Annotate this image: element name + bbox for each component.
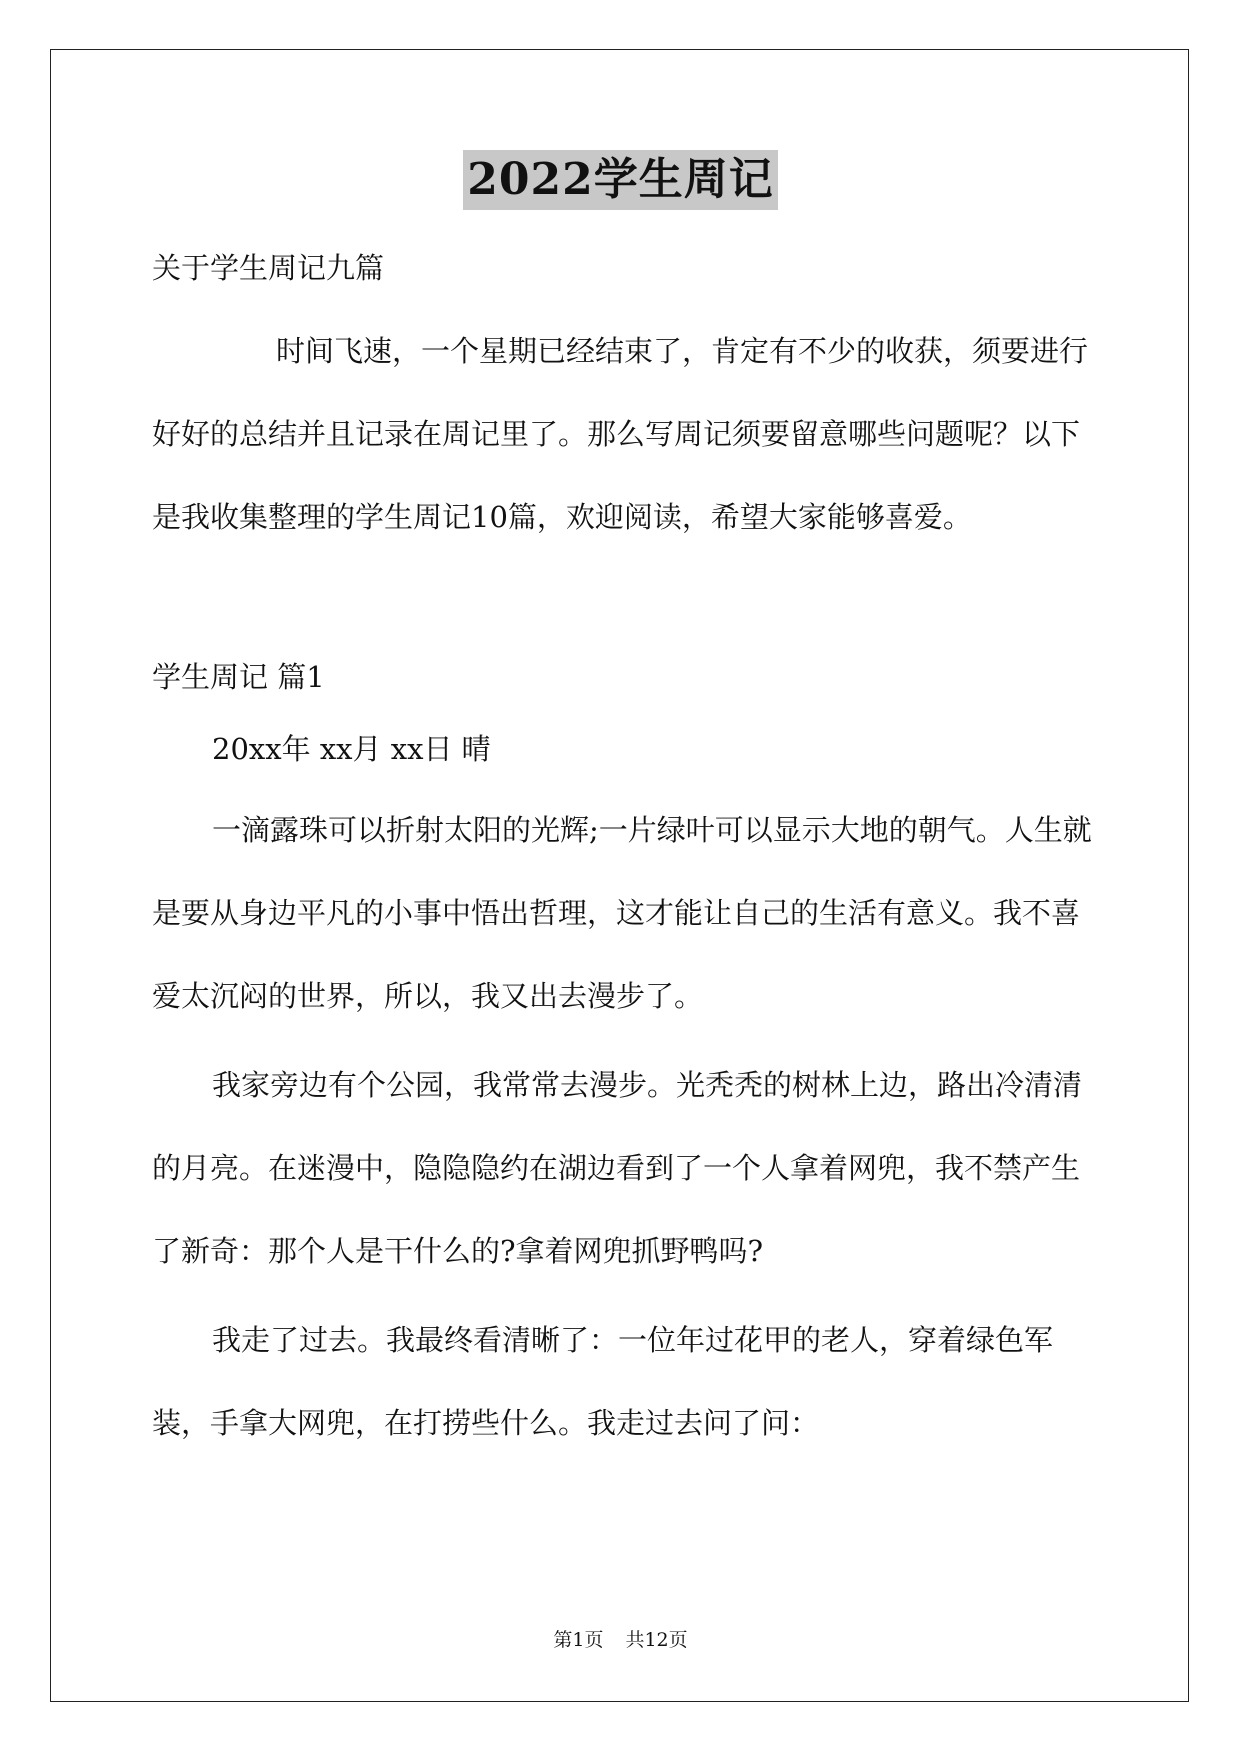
document-title: 2022学生周记 xyxy=(463,150,777,210)
body-paragraph-3: 我走了过去。我最终看清晰了：一位年过花甲的老人，穿着绿色军装，手拿大网兜，在打捞些什么。我走过去问了问： xyxy=(152,1323,1054,1440)
title-container xyxy=(0,150,1241,210)
page-number: 第1页 xyxy=(553,1629,604,1651)
body-paragraph-1: 一滴露珠可以折射太阳的光辉;一片绿叶可以显示大地的朝气。人生就是要从身边平凡的小事中悟出哲理，这才能让自己的生活有意义。我不喜爱太沉闷的世界，所以，我又出去漫步了。 xyxy=(152,813,1092,1013)
page-footer xyxy=(0,1628,1241,1652)
body-paragraph-2: 我家旁边有个公园，我常常去漫步。光秃秃的树林上边，路出冷清清的月亮。在迷漫中，隐隐隐约在湖边看到了一个人拿着网兜，我不禁产生了新奇：那个人是干什么的?拿着网兜抓野鸭吗? xyxy=(152,1068,1083,1268)
intro-paragraph: 时间飞速，一个星期已经结束了，肯定有不少的收获，须要进行好好的总结并且记录在周记里了。那么写周记须要留意哪些问题呢？以下是我收集整理的学生周记10篇，欢迎阅读，希望大家能够喜爱。 xyxy=(152,334,1089,534)
document-body xyxy=(152,238,1102,1471)
document-subtitle: 关于学生周记九篇 xyxy=(152,251,385,285)
page-total: 共12页 xyxy=(625,1629,688,1651)
date-line: 20xx年 xx月 xx日 晴 xyxy=(212,732,491,766)
section-heading: 学生周记 篇1 xyxy=(152,660,325,694)
